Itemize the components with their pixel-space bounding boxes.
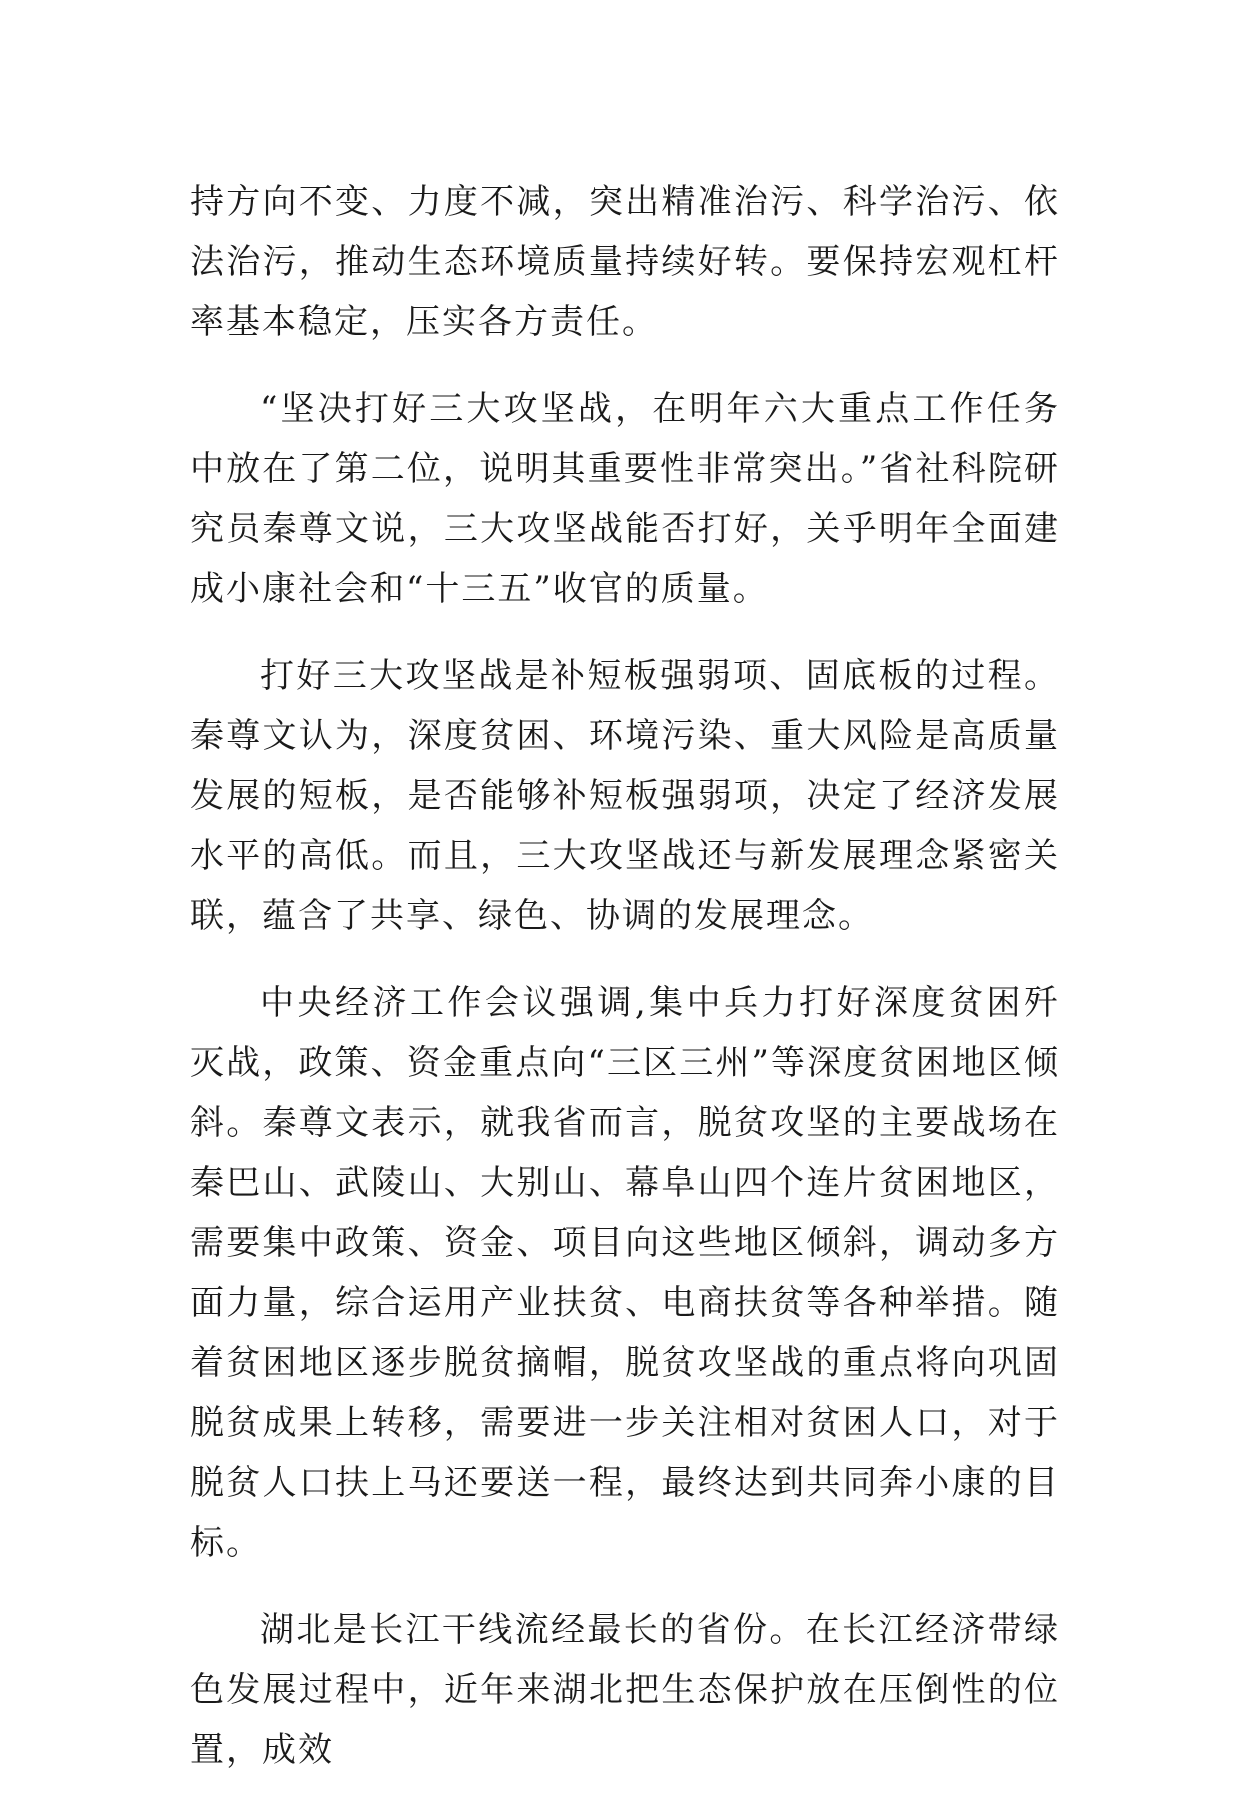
paragraph-poverty-alleviation: 中央经济工作会议强调,集中兵力打好深度贫困歼灭战，政策、资金重点向“三区三州”等深度贫困地区倾斜。秦尊文表示，就我省而言，脱贫攻坚的主要战场在秦巴山、武陵山、大别山、幕阜山四个连片贫困地区，需要集中政策、资金、项目向这些地区倾斜，调动多方面力量，综合运用产业扶贫、电商扶贫等各种举措。随着贫困地区逐步脱贫摘帽，脱贫攻坚战的重点将向巩固脱贫成果上转移，需要进一步关注相对贫困人口，对于脱贫人口扶上马还要送一程，最终达到共同奔小康的目标。 (190, 983, 1060, 1563)
paragraph-yangtze-river: 湖北是长江干线流经最长的省份。在长江经济带绿色发展过程中，近年来湖北把生态保护放在压倒性的位置，成效 (190, 1610, 1060, 1770)
paragraph-quote-qin-zunwen: “坚决打好三大攻坚战，在明年六大重点工作任务中放在了第二位，说明其重要性非常突出。”省社科院研究员秦尊文说，三大攻坚战能否打好，关乎明年全面建成小康社会和“十三五”收官的质量。 (190, 389, 1060, 609)
paragraph-continued: 持方向不变、力度不减，突出精准治污、科学治污、依法治污，推动生态环境质量持续好转。要保持宏观杠杆率基本稳定，压实各方责任。 (190, 182, 1060, 342)
document-body (190, 172, 1060, 1807)
paragraph-three-battles: 打好三大攻坚战是补短板强弱项、固底板的过程。秦尊文认为，深度贫困、环境污染、重大风险是高质量发展的短板，是否能够补短板强弱项，决定了经济发展水平的高低。而且，三大攻坚战还与新发展理念紧密关联，蕴含了共享、绿色、协调的发展理念。 (190, 656, 1060, 936)
